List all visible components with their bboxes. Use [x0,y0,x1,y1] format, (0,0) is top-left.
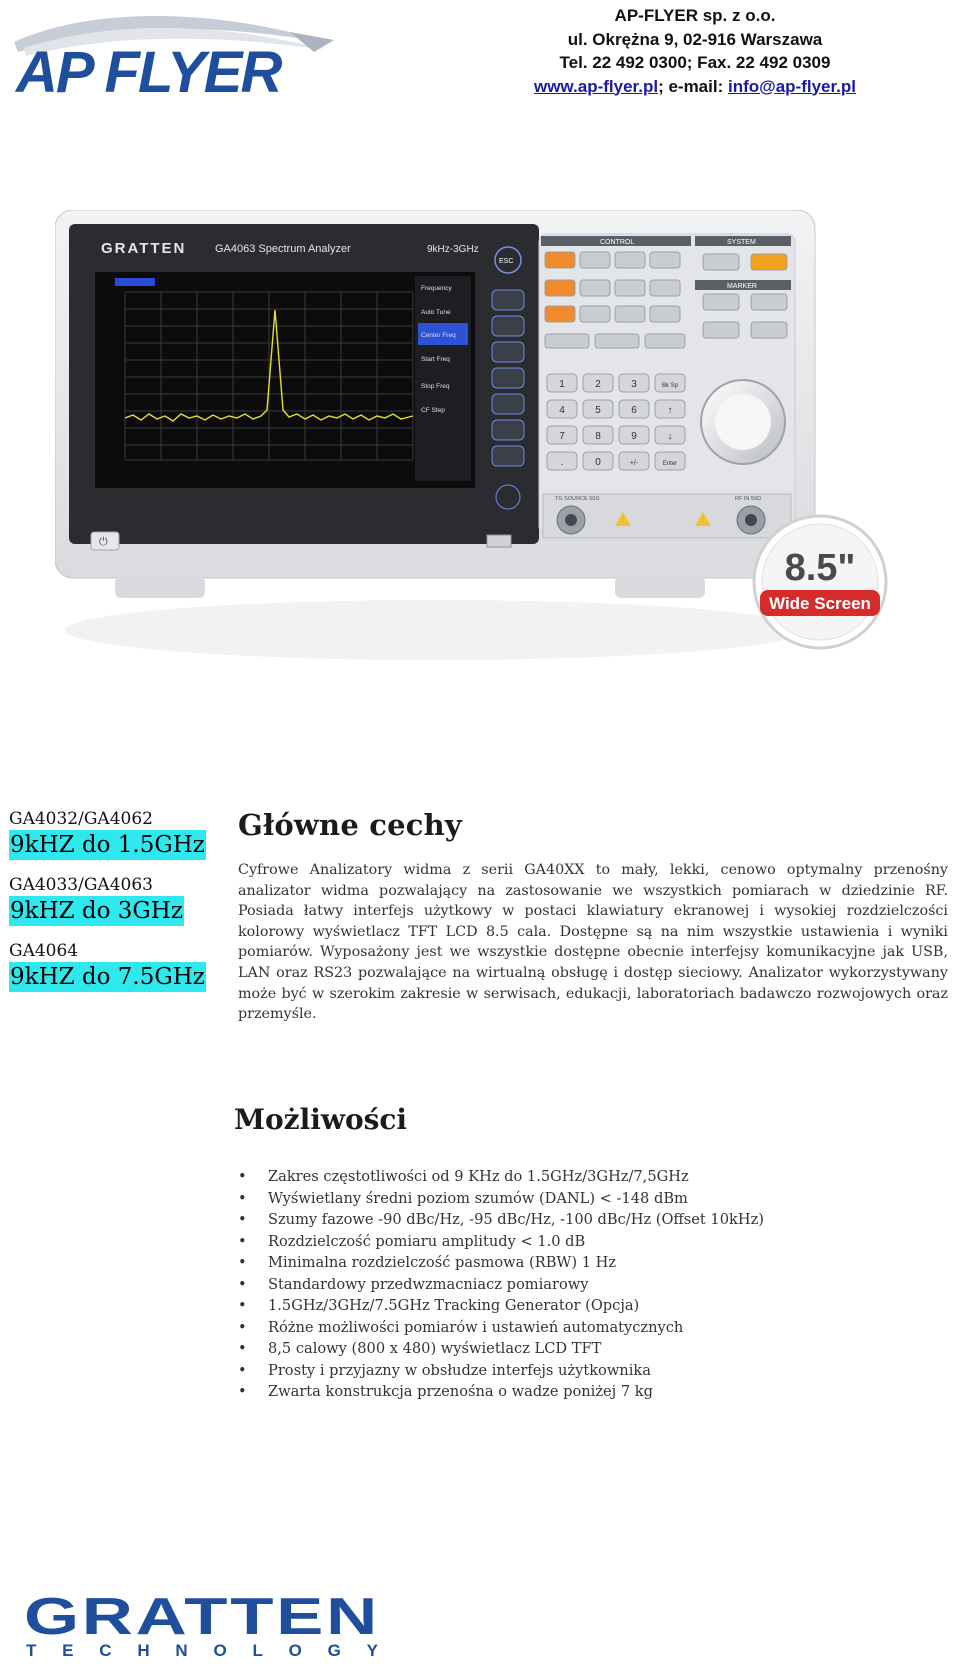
softkey-label-6: CF Step [421,407,445,414]
list-item: • Prosty i przyjazny w obsłudze interfejs użytkownika [238,1361,651,1379]
rf-in-label: RF IN 50Ω [735,496,762,502]
keypad-key-9: 9 [631,431,637,442]
wide-screen-badge [754,516,886,648]
footer-logo-main: GRATTEN [24,1590,380,1646]
model-name: GA4064 [9,941,79,961]
model-range: 9kHZ do 7.5GHz [10,964,205,990]
model-range: 9kHZ do 1.5GHz [10,832,205,858]
list-item: • Rozdzielczość pomiaru amplitudy < 1.0 dB [238,1232,586,1250]
keypad-key-5: 5 [595,405,601,416]
model-list [9,808,209,1006]
keypad-key-6: 6 [631,405,637,416]
device-freq-range: 9kHz-3GHz [427,244,479,255]
list-item: • Minimalna rozdzielczość pasmowa (RBW) 1 Hz [238,1254,617,1271]
softkey-label-3: Center Freq [421,332,456,339]
company-phone: Tel. 22 492 0300; Fax. 22 492 0309 [559,53,831,72]
control-section-label: CONTROL [600,239,635,246]
softkey-label-5: Stop Freq [421,383,450,390]
keypad-key-0: 0 [595,457,601,468]
features-title: Główne cechy [238,808,462,842]
features-paragraph: Cyfrowe Analizatory widma z serii GA40XX to mały, lekki, cenowo optymalny przenośny analizator widma pozwalający na zastosowanie we wszystkich pomiarach w dziedzinie RF. Posiada łatwy interfejs użytkowy w postaci klawiatury ekranowej i wysokiej rozdzielczości kolorowy wyświetlacz TFT LCD 8.5 cala. Dostępne są na nim wszystkie ustawienia i wyniki pomiarów. Wyposażony jest we wszystkie dostępne obecnie interfejsy komunikacyjne jak USB, LAN oraz RS23 pozwalające na wirtualną obsługę i dostęp sieciowy. Analizator wykorzystywany może być w szerokim zakresie w serwisach, edukacji, laboratoriach badawczo rozwojowych oraz przemyśle. [238,862,948,1023]
keypad-key-8: 8 [595,431,601,442]
keypad-key-up: ↑ [667,405,673,416]
list-item: • Zwarta konstrukcja przenośna o wadze poniżej 7 kg [238,1383,653,1400]
email-prefix: ; e-mail: [658,76,728,96]
badge-label-text: Wide Screen [769,594,871,613]
company-address: ul. Okrężna 9, 02-916 Warszawa [567,29,823,49]
capabilities-title: Możliwości [234,1103,408,1136]
list-item: • Szumy fazowe -90 dBc/Hz, -95 dBc/Hz, -100 dBc/Hz (Offset 10kHz) [238,1211,764,1228]
badge-size-text: 8.5" [784,547,856,589]
spectrum-analyzer-photo [55,210,945,700]
list-item: • Zakres częstotliwości od 9 KHz do 1.5GHz/3GHz/7,5GHz [238,1168,689,1185]
keypad-key-1: 1 [559,379,565,390]
footer-logo-sub: TECHNOLOGY [26,1641,378,1660]
marker-section-label: MARKER [727,283,757,290]
model-entry [9,940,209,1006]
keypad-key-2: 2 [595,379,601,390]
softkey-label-2: Auto Tune [421,309,451,316]
model-name: GA4032/GA4062 [9,809,153,829]
esc-button: ESC [499,258,514,265]
device-model-title: GA4063 Spectrum Analyzer [215,243,351,255]
model-name: GA4033/GA4063 [9,875,153,895]
list-item: • Standardowy przedwzmacniacz pomiarowy [238,1275,589,1293]
keypad-key-sign: +/- [629,460,639,467]
logo-text: AP FLYER [16,40,281,102]
capabilities-list [238,1166,938,1403]
softkey-label-4: Start Freq [421,356,450,363]
keypad-key-enter: Enter [662,461,678,467]
list-item: • Różne możliwości pomiarów i ustawień automatycznych [238,1318,684,1336]
list-item: • 1.5GHz/3GHz/7.5GHz Tracking Generator (Opcja) [238,1297,640,1314]
company-info [485,4,905,98]
list-item: • Wyświetlany średni poziom szumów (DANL) < -148 dBm [238,1189,688,1207]
keypad-key-4: 4 [559,405,565,416]
company-contact [485,75,905,99]
keypad-key-7: 7 [559,431,565,442]
website-link[interactable]: www.ap-flyer.pl [533,76,659,96]
keypad-key-backspace: Bk Sp [661,383,679,389]
system-section-label: SYSTEM [727,239,756,246]
model-entry [9,874,209,940]
model-entry [9,808,209,874]
keypad-key-3: 3 [631,379,637,390]
softkey-label-1: Frequency [421,285,452,292]
company-name: AP-FLYER sp. z o.o. [614,6,776,25]
keypad-key-dot: . [560,457,564,468]
model-range: 9kHZ do 3GHz [10,898,183,924]
tg-source-label: TG SOURCE 50Ω [555,496,600,502]
keypad-key-down: ↓ [667,431,673,442]
email-link[interactable]: info@ap-flyer.pl [727,76,856,96]
gratten-technology-logo [24,1590,384,1660]
list-item: • 8,5 calowy (800 x 480) wyświetlacz LCD TFT [238,1340,602,1357]
power-icon: ⏻ [99,535,108,548]
device-brand: GRATTEN [101,240,187,257]
ap-flyer-logo [4,4,334,102]
